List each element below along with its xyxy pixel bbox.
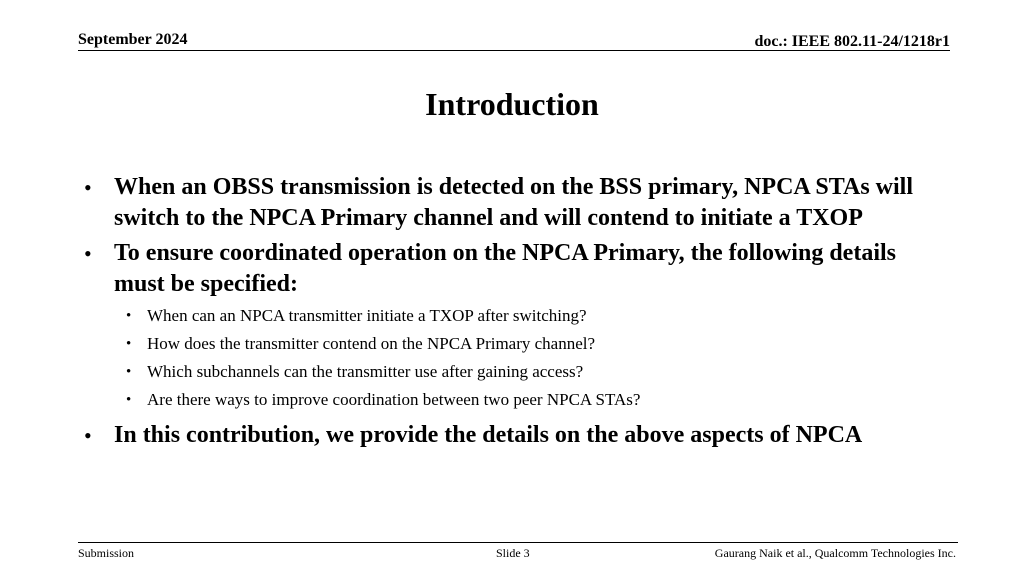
sub-bullet-item bbox=[84, 362, 944, 382]
bullet-text: In this contribution, we provide the details on the above aspects of NPCA bbox=[114, 422, 863, 448]
bullet-dot-icon: • bbox=[84, 423, 92, 448]
sub-bullet-item bbox=[84, 390, 944, 410]
header-date: September 2024 bbox=[78, 31, 188, 48]
sub-bullet-text: When can an NPCA transmitter initiate a TXOP after switching? bbox=[147, 306, 587, 325]
sub-bullet-text: How does the transmitter contend on the NPCA Primary channel? bbox=[147, 334, 596, 353]
header-divider bbox=[78, 50, 950, 51]
bullet-item bbox=[84, 420, 944, 451]
sub-bullet-text: Which subchannels can the transmitter use after gaining access? bbox=[147, 362, 584, 381]
bullet-dot-icon: • bbox=[126, 336, 132, 352]
bullet-item bbox=[84, 238, 944, 300]
bullet-dot-icon: • bbox=[126, 308, 132, 324]
header-doc-id: doc.: IEEE 802.11-24/1218r1 bbox=[754, 33, 950, 50]
sub-bullet-item bbox=[84, 334, 944, 354]
bullet-dot-icon: • bbox=[84, 241, 92, 266]
slide-title: Introduction bbox=[425, 86, 599, 122]
bullet-text: When an OBSS transmission is detected on the BSS primary, NPCA STAs will switch to the NPCA Primary channel and will contend to initiate a TXOP bbox=[114, 174, 913, 231]
footer-slide-number: Slide 3 bbox=[496, 546, 530, 560]
footer-authors: Gaurang Naik et al., Qualcomm Technologies Inc. bbox=[714, 546, 956, 560]
sub-bullet-list bbox=[84, 306, 944, 410]
bullet-text: To ensure coordinated operation on the NPCA Primary, the following details must be specified: bbox=[114, 240, 896, 297]
bullet-item bbox=[84, 172, 944, 234]
slide-body bbox=[84, 172, 944, 455]
bullet-dot-icon: • bbox=[126, 364, 132, 380]
bullet-dot-icon: • bbox=[126, 392, 132, 408]
footer-divider bbox=[78, 542, 958, 543]
sub-bullet-item bbox=[84, 306, 944, 326]
sub-bullet-text: Are there ways to improve coordination between two peer NPCA STAs? bbox=[147, 390, 641, 409]
bullet-dot-icon: • bbox=[84, 175, 92, 200]
footer-submission: Submission bbox=[78, 546, 135, 560]
